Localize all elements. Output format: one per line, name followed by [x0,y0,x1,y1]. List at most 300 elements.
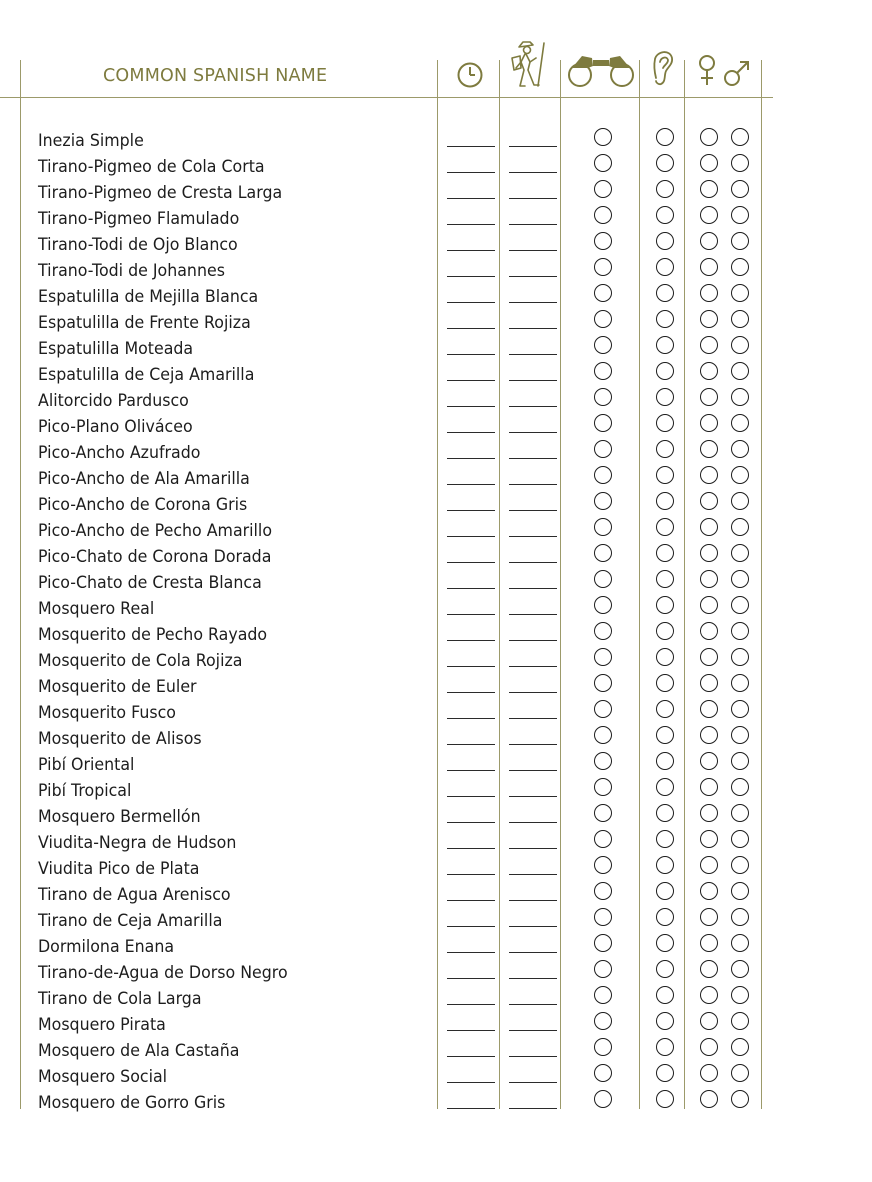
species-name: Alitorcido Pardusco [38,391,189,411]
male-checkbox[interactable] [731,180,749,198]
heard-checkbox[interactable] [656,258,674,276]
female-checkbox[interactable] [700,1038,718,1056]
table-row [0,699,872,725]
female-checkbox[interactable] [700,232,718,250]
male-checkbox[interactable] [731,544,749,562]
male-checkbox[interactable] [731,258,749,276]
male-checkbox[interactable] [731,908,749,926]
seen-checkbox[interactable] [594,674,612,692]
female-checkbox[interactable] [700,414,718,432]
male-checkbox[interactable] [731,934,749,952]
date-blank[interactable] [447,328,495,329]
time-blank[interactable] [509,952,557,953]
table-row [0,751,872,777]
table-row [0,387,872,413]
heard-checkbox[interactable] [656,778,674,796]
female-checkbox[interactable] [700,544,718,562]
seen-checkbox[interactable] [594,180,612,198]
seen-checkbox[interactable] [594,492,612,510]
date-blank[interactable] [447,614,495,615]
time-blank[interactable] [509,900,557,901]
female-checkbox[interactable] [700,1012,718,1030]
time-blank[interactable] [509,718,557,719]
date-blank[interactable] [447,354,495,355]
male-checkbox[interactable] [731,336,749,354]
species-name: Tirano-Todi de Ojo Blanco [38,235,238,255]
time-blank[interactable] [509,640,557,641]
seen-checkbox[interactable] [594,544,612,562]
date-blank[interactable] [447,692,495,693]
table-row [0,803,872,829]
male-checkbox[interactable] [731,804,749,822]
seen-checkbox[interactable] [594,362,612,380]
seen-checkbox[interactable] [594,570,612,588]
female-checkbox[interactable] [700,492,718,510]
date-blank[interactable] [447,1082,495,1083]
time-blank[interactable] [509,1004,557,1005]
table-row [0,283,872,309]
heard-checkbox[interactable] [656,180,674,198]
time-blank[interactable] [509,874,557,875]
female-checkbox[interactable] [700,674,718,692]
heard-checkbox[interactable] [656,518,674,536]
male-checkbox[interactable] [731,362,749,380]
heard-checkbox[interactable] [656,908,674,926]
male-checkbox[interactable] [731,622,749,640]
seen-checkbox[interactable] [594,778,612,796]
seen-checkbox[interactable] [594,752,612,770]
female-checkbox[interactable] [700,466,718,484]
date-blank[interactable] [447,250,495,251]
female-checkbox[interactable] [700,804,718,822]
time-blank[interactable] [509,354,557,355]
seen-checkbox[interactable] [594,726,612,744]
species-name: Tirano de Agua Arenisco [38,885,231,905]
column-title: COMMON SPANISH NAME [103,66,328,86]
female-checkbox[interactable] [700,830,718,848]
date-blank[interactable] [447,744,495,745]
table-row [0,959,872,985]
seen-checkbox[interactable] [594,1090,612,1108]
species-name: Tirano-Pigmeo de Cola Corta [38,157,265,177]
female-checkbox[interactable] [700,596,718,614]
table-row [0,439,872,465]
species-name: Pico-Ancho Azufrado [38,443,201,463]
table-row [0,777,872,803]
heard-checkbox[interactable] [656,752,674,770]
seen-checkbox[interactable] [594,908,612,926]
seen-checkbox[interactable] [594,388,612,406]
species-name: Espatulilla de Ceja Amarilla [38,365,255,385]
female-checkbox[interactable] [700,570,718,588]
heard-checkbox[interactable] [656,466,674,484]
heard-checkbox[interactable] [656,674,674,692]
table-row [0,829,872,855]
date-blank[interactable] [447,172,495,173]
heard-checkbox[interactable] [656,128,674,146]
date-blank[interactable] [447,432,495,433]
male-checkbox[interactable] [731,986,749,1004]
table-row [0,855,872,881]
date-blank[interactable] [447,848,495,849]
date-blank[interactable] [447,718,495,719]
species-name: Viudita Pico de Plata [38,859,200,879]
female-checkbox[interactable] [700,648,718,666]
male-checkbox[interactable] [731,596,749,614]
time-blank[interactable] [509,380,557,381]
species-name: Pico-Ancho de Corona Gris [38,495,248,515]
time-blank[interactable] [509,1108,557,1109]
species-name: Espatulilla de Frente Rojiza [38,313,251,333]
female-checkbox[interactable] [700,934,718,952]
species-name: Mosquero de Ala Castaña [38,1041,240,1061]
species-name: Mosquero Bermellón [38,807,201,827]
time-blank[interactable] [509,848,557,849]
date-blank[interactable] [447,380,495,381]
seen-checkbox[interactable] [594,1012,612,1030]
table-row [0,413,872,439]
male-checkbox[interactable] [731,206,749,224]
table-row [0,1037,872,1063]
table-row [0,907,872,933]
seen-checkbox[interactable] [594,1038,612,1056]
seen-checkbox[interactable] [594,414,612,432]
heard-checkbox[interactable] [656,1012,674,1030]
date-blank[interactable] [447,276,495,277]
time-blank[interactable] [509,562,557,563]
species-name: Pico-Chato de Corona Dorada [38,547,272,567]
heard-checkbox[interactable] [656,310,674,328]
male-checkbox[interactable] [731,648,749,666]
seen-checkbox[interactable] [594,856,612,874]
heard-checkbox[interactable] [656,882,674,900]
date-blank[interactable] [447,510,495,511]
female-checkbox[interactable] [700,128,718,146]
table-row [0,1063,872,1089]
male-checkbox[interactable] [731,856,749,874]
species-name: Espatulilla Moteada [38,339,194,359]
heard-checkbox[interactable] [656,648,674,666]
heard-checkbox[interactable] [656,388,674,406]
female-checkbox[interactable] [700,700,718,718]
male-checkbox[interactable] [731,466,749,484]
female-checkbox[interactable] [700,752,718,770]
date-blank[interactable] [447,146,495,147]
male-checkbox[interactable] [731,414,749,432]
heard-checkbox[interactable] [656,856,674,874]
heard-checkbox[interactable] [656,570,674,588]
time-blank[interactable] [509,614,557,615]
female-checkbox[interactable] [700,180,718,198]
heard-checkbox[interactable] [656,362,674,380]
table-row [0,1011,872,1037]
seen-checkbox[interactable] [594,518,612,536]
date-blank[interactable] [447,874,495,875]
female-icon [697,54,717,88]
date-blank[interactable] [447,1030,495,1031]
species-name: Pico-Plano Oliváceo [38,417,193,437]
date-blank[interactable] [447,796,495,797]
male-checkbox[interactable] [731,1090,749,1108]
heard-checkbox[interactable] [656,232,674,250]
species-name: Pico-Ancho de Pecho Amarillo [38,521,272,541]
table-row [0,517,872,543]
heard-checkbox[interactable] [656,1090,674,1108]
date-blank[interactable] [447,900,495,901]
female-checkbox[interactable] [700,154,718,172]
table-row [0,647,872,673]
heard-checkbox[interactable] [656,596,674,614]
date-blank[interactable] [447,1108,495,1109]
male-checkbox[interactable] [731,310,749,328]
header-rule [0,97,773,98]
table-row [0,257,872,283]
time-blank[interactable] [509,328,557,329]
male-icon [722,58,752,88]
male-checkbox[interactable] [731,440,749,458]
time-blank[interactable] [509,978,557,979]
male-checkbox[interactable] [731,674,749,692]
seen-checkbox[interactable] [594,648,612,666]
male-checkbox[interactable] [731,960,749,978]
seen-checkbox[interactable] [594,596,612,614]
date-blank[interactable] [447,640,495,641]
species-name: Tirano de Cola Larga [38,989,202,1009]
species-name: Mosquero Real [38,599,155,619]
male-checkbox[interactable] [731,128,749,146]
female-checkbox[interactable] [700,284,718,302]
table-row [0,933,872,959]
heard-checkbox[interactable] [656,414,674,432]
time-blank[interactable] [509,510,557,511]
date-blank[interactable] [447,458,495,459]
male-checkbox[interactable] [731,570,749,588]
species-name: Tirano de Ceja Amarilla [38,911,223,931]
heard-checkbox[interactable] [656,206,674,224]
date-blank[interactable] [447,822,495,823]
table-row [0,881,872,907]
seen-checkbox[interactable] [594,440,612,458]
female-checkbox[interactable] [700,622,718,640]
male-checkbox[interactable] [731,830,749,848]
heard-checkbox[interactable] [656,544,674,562]
female-checkbox[interactable] [700,856,718,874]
female-checkbox[interactable] [700,1064,718,1082]
species-name: Pibí Oriental [38,755,135,775]
date-blank[interactable] [447,224,495,225]
date-blank[interactable] [447,484,495,485]
time-blank[interactable] [509,406,557,407]
seen-checkbox[interactable] [594,934,612,952]
species-list [0,127,872,1115]
date-blank[interactable] [447,562,495,563]
table-row [0,569,872,595]
heard-checkbox[interactable] [656,440,674,458]
time-blank[interactable] [509,250,557,251]
seen-checkbox[interactable] [594,310,612,328]
male-checkbox[interactable] [731,726,749,744]
species-name: Mosquerito de Euler [38,677,197,697]
seen-checkbox[interactable] [594,128,612,146]
heard-checkbox[interactable] [656,622,674,640]
time-blank[interactable] [509,1056,557,1057]
species-name: Tirano-Pigmeo de Cresta Larga [38,183,283,203]
binoculars-icon [566,48,636,90]
date-blank[interactable] [447,952,495,953]
date-blank[interactable] [447,302,495,303]
heard-checkbox[interactable] [656,960,674,978]
male-checkbox[interactable] [731,1012,749,1030]
time-blank[interactable] [509,1030,557,1031]
male-checkbox[interactable] [731,882,749,900]
time-blank[interactable] [509,744,557,745]
heard-checkbox[interactable] [656,336,674,354]
female-checkbox[interactable] [700,882,718,900]
male-checkbox[interactable] [731,778,749,796]
date-blank[interactable] [447,536,495,537]
male-checkbox[interactable] [731,1064,749,1082]
date-blank[interactable] [447,406,495,407]
female-checkbox[interactable] [700,388,718,406]
time-blank[interactable] [509,822,557,823]
seen-checkbox[interactable] [594,700,612,718]
male-checkbox[interactable] [731,154,749,172]
species-name: Mosquero de Gorro Gris [38,1093,226,1113]
table-row [0,231,872,257]
heard-checkbox[interactable] [656,154,674,172]
seen-checkbox[interactable] [594,232,612,250]
date-blank[interactable] [447,1056,495,1057]
seen-checkbox[interactable] [594,466,612,484]
table-row [0,153,872,179]
male-checkbox[interactable] [731,518,749,536]
date-blank[interactable] [447,666,495,667]
time-blank[interactable] [509,588,557,589]
heard-checkbox[interactable] [656,1038,674,1056]
date-blank[interactable] [447,588,495,589]
male-checkbox[interactable] [731,284,749,302]
female-checkbox[interactable] [700,726,718,744]
time-blank[interactable] [509,458,557,459]
time-blank[interactable] [509,146,557,147]
species-name: Tirano-Pigmeo Flamulado [38,209,240,229]
time-blank[interactable] [509,198,557,199]
female-checkbox[interactable] [700,986,718,1004]
date-blank[interactable] [447,978,495,979]
heard-checkbox[interactable] [656,986,674,1004]
table-row [0,127,872,153]
species-name: Tirano-de-Agua de Dorso Negro [38,963,288,983]
heard-checkbox[interactable] [656,1064,674,1082]
female-checkbox[interactable] [700,336,718,354]
time-blank[interactable] [509,926,557,927]
heard-checkbox[interactable] [656,804,674,822]
time-blank[interactable] [509,276,557,277]
seen-checkbox[interactable] [594,154,612,172]
male-checkbox[interactable] [731,700,749,718]
date-blank[interactable] [447,770,495,771]
female-checkbox[interactable] [700,206,718,224]
time-blank[interactable] [509,432,557,433]
species-name: Pico-Ancho de Ala Amarilla [38,469,250,489]
date-blank[interactable] [447,926,495,927]
species-name: Mosquerito de Cola Rojiza [38,651,243,671]
table-row [0,335,872,361]
seen-checkbox[interactable] [594,1064,612,1082]
hiker-icon [508,40,550,90]
female-checkbox[interactable] [700,362,718,380]
species-name: Mosquerito de Pecho Rayado [38,625,268,645]
time-blank[interactable] [509,692,557,693]
female-checkbox[interactable] [700,310,718,328]
table-row [0,1089,872,1115]
table-row [0,309,872,335]
species-name: Mosquero Social [38,1067,168,1087]
male-checkbox[interactable] [731,1038,749,1056]
date-blank[interactable] [447,198,495,199]
seen-checkbox[interactable] [594,986,612,1004]
heard-checkbox[interactable] [656,700,674,718]
seen-checkbox[interactable] [594,882,612,900]
seen-checkbox[interactable] [594,336,612,354]
species-name: Mosquerito Fusco [38,703,176,723]
heard-checkbox[interactable] [656,830,674,848]
heard-checkbox[interactable] [656,934,674,952]
time-blank[interactable] [509,796,557,797]
seen-checkbox[interactable] [594,622,612,640]
male-checkbox[interactable] [731,232,749,250]
time-blank[interactable] [509,302,557,303]
clock-icon [456,61,484,89]
female-checkbox[interactable] [700,258,718,276]
male-checkbox[interactable] [731,752,749,770]
female-checkbox[interactable] [700,908,718,926]
female-checkbox[interactable] [700,778,718,796]
time-blank[interactable] [509,666,557,667]
time-blank[interactable] [509,536,557,537]
table-row [0,595,872,621]
species-name: Mosquerito de Alisos [38,729,202,749]
time-blank[interactable] [509,224,557,225]
seen-checkbox[interactable] [594,830,612,848]
female-checkbox[interactable] [700,518,718,536]
seen-checkbox[interactable] [594,206,612,224]
male-checkbox[interactable] [731,388,749,406]
seen-checkbox[interactable] [594,960,612,978]
seen-checkbox[interactable] [594,284,612,302]
seen-checkbox[interactable] [594,258,612,276]
species-name: Pibí Tropical [38,781,132,801]
date-blank[interactable] [447,1004,495,1005]
male-checkbox[interactable] [731,492,749,510]
time-blank[interactable] [509,484,557,485]
time-blank[interactable] [509,1082,557,1083]
species-name: Mosquero Pirata [38,1015,166,1035]
species-name: Tirano-Todi de Johannes [38,261,225,281]
species-name: Viudita-Negra de Hudson [38,833,237,853]
female-checkbox[interactable] [700,1090,718,1108]
time-blank[interactable] [509,770,557,771]
time-blank[interactable] [509,172,557,173]
heard-checkbox[interactable] [656,284,674,302]
female-checkbox[interactable] [700,960,718,978]
species-name: Dormilona Enana [38,937,175,957]
seen-checkbox[interactable] [594,804,612,822]
table-row [0,465,872,491]
female-checkbox[interactable] [700,440,718,458]
heard-checkbox[interactable] [656,492,674,510]
heard-checkbox[interactable] [656,726,674,744]
